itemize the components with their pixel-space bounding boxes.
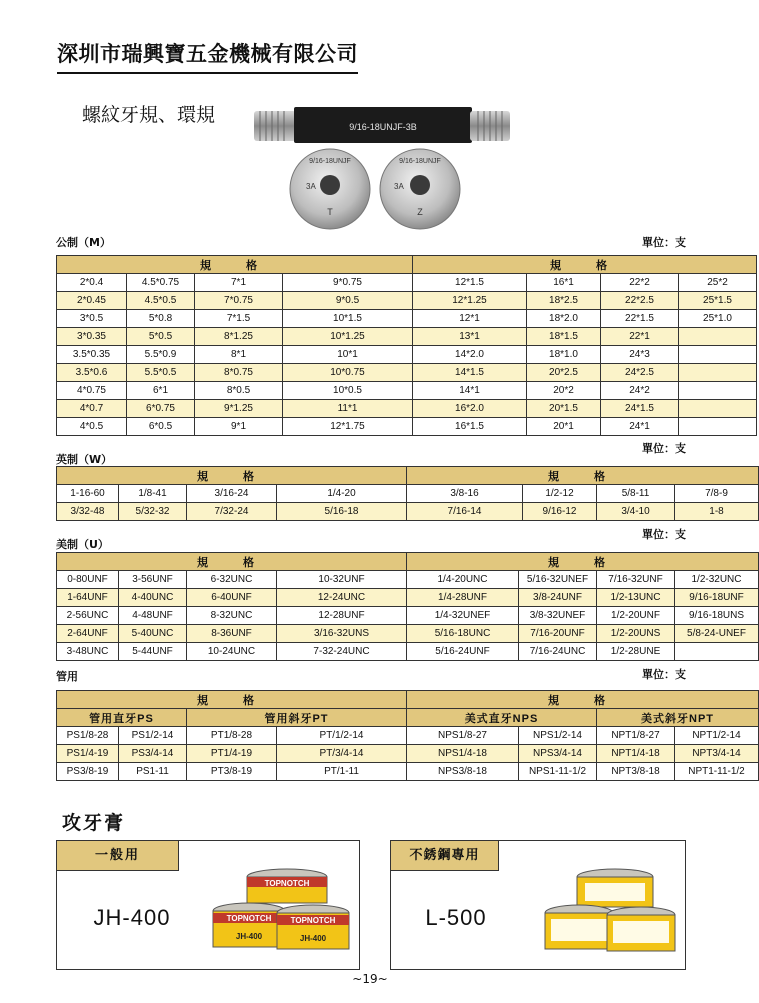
table-cell: PS1/4-19 [57,745,119,763]
table-cell [679,418,757,436]
table-cell: 7/16-32UNF [597,571,675,589]
general-use-tag: 一般用 [57,841,179,871]
table-cell: 22*2.5 [601,292,679,310]
table-row [57,763,759,781]
svg-text:TOPNOTCH: TOPNOTCH [264,879,310,888]
metric-label: 公制（M） [56,236,111,249]
table-row [57,485,759,503]
table-cell: 3.5*0.35 [57,346,127,364]
plug-engraving: 9/16-18UNJF-3B [349,122,417,132]
table-cell: 8*1 [195,346,283,364]
table-cell: 22*1 [601,328,679,346]
table-cell: 8*0.5 [195,382,283,400]
pipe-subheader-nps: 美式直牙NPS [407,709,597,727]
american-header-right: 規 格 [407,553,759,571]
svg-text:3A: 3A [306,182,316,191]
table-cell: 2*0.45 [57,292,127,310]
table-cell: NPS1/4-18 [407,745,519,763]
pipe-label: 管用 [56,670,78,683]
table-cell: 16*2.0 [413,400,527,418]
table-cell: PS1/8-28 [57,727,119,745]
table-cell: PT3/8-19 [187,763,277,781]
table-cell [679,346,757,364]
table-cell: PT1/4-19 [187,745,277,763]
table-cell: 22*2 [601,274,679,292]
table-row [57,571,759,589]
table-cell: 9*0.75 [283,274,413,292]
table-cell [679,328,757,346]
table-cell: 3-48UNC [57,643,119,661]
table-cell: 11*1 [283,400,413,418]
table-cell: 14*1.5 [413,364,527,382]
table-cell: 3/8-16 [407,485,523,503]
table-row [57,274,757,292]
table-row [57,364,757,382]
table-cell: 12*1.5 [413,274,527,292]
table-cell: 24*1.5 [601,400,679,418]
table-cell: NPS1/8-27 [407,727,519,745]
table-cell: 7/8-9 [675,485,759,503]
table-cell: PS3/8-19 [57,763,119,781]
table-cell: 5*0.8 [127,310,195,328]
general-use-model: JH-400 [93,905,171,930]
metric-table [56,255,757,436]
svg-text:TOPNOTCH: TOPNOTCH [290,916,336,925]
table-cell: 5/8-24-UNEF [675,625,759,643]
table-row [57,292,757,310]
table-cell [679,364,757,382]
table-cell: 3*0.5 [57,310,127,328]
table-cell: NPT1/8-27 [597,727,675,745]
stainless-use-box [390,840,686,970]
svg-text:9/16-18UNJF: 9/16-18UNJF [399,158,441,165]
imperial-table [56,466,759,521]
table-cell: 3*0.35 [57,328,127,346]
table-cell: 5-40UNC [119,625,187,643]
table-cell: 9*1.25 [195,400,283,418]
company-name: 深圳市瑞興寶五金機械有限公司 [57,38,358,74]
stainless-use-model: L-500 [425,905,487,930]
table-cell: 9*0.5 [283,292,413,310]
table-row [57,310,757,328]
table-cell: 5-44UNF [119,643,187,661]
table-cell: 7*1.5 [195,310,283,328]
table-cell: 1/4-20UNC [407,571,519,589]
table-cell: 3/32-48 [57,503,119,521]
table-row [57,503,759,521]
svg-text:9/16-18UNJF: 9/16-18UNJF [309,158,351,165]
table-cell: 24*2.5 [601,364,679,382]
table-cell: 12*1.75 [283,418,413,436]
table-cell: 4*0.5 [57,418,127,436]
imperial-header-left: 規 格 [57,467,407,485]
table-cell: 12-24UNC [277,589,407,607]
table-cell: 1/2-20UNS [597,625,675,643]
table-cell: 1/2-13UNC [597,589,675,607]
pipe-subheader-npt: 美式斜牙NPT [597,709,759,727]
table-row [57,643,759,661]
table-cell: PS3/4-14 [119,745,187,763]
table-cell: 14*2.0 [413,346,527,364]
table-cell: 10-24UNC [187,643,277,661]
table-cell: 5/16-18UNC [407,625,519,643]
table-cell: 3-56UNF [119,571,187,589]
table-row [57,418,757,436]
table-cell: 18*1.5 [527,328,601,346]
table-cell: 10*1.25 [283,328,413,346]
svg-text:T: T [327,207,333,217]
table-cell: 4*0.75 [57,382,127,400]
table-cell: 9*1 [195,418,283,436]
table-cell: 8-36UNF [187,625,277,643]
table-cell: 6*0.75 [127,400,195,418]
table-cell: 7*1 [195,274,283,292]
imperial-header-right: 規 格 [407,467,759,485]
american-unit: 單位：支 [642,528,686,541]
american-label: 美制（U） [56,538,109,551]
table-cell: 20*2 [527,382,601,400]
american-header-left: 規 格 [57,553,407,571]
table-cell: 16*1.5 [413,418,527,436]
pipe-unit: 單位：支 [642,668,686,681]
table-cell: 18*2.5 [527,292,601,310]
table-cell: 1/4-20 [277,485,407,503]
table-cell: NPS1/2-14 [519,727,597,745]
table-cell: 20*1.5 [527,400,601,418]
table-cell: NPT1/2-14 [675,727,759,745]
table-cell: 10-32UNF [277,571,407,589]
table-cell: 9/16-18UNF [675,589,759,607]
metric-header-left: 規 格 [57,256,413,274]
table-cell: 5/8-11 [597,485,675,503]
tapping-cans-l500-icon [541,865,681,965]
table-cell: 7-32-24UNC [277,643,407,661]
table-cell: 9/16-18UNS [675,607,759,625]
table-cell: 25*1.5 [679,292,757,310]
table-cell: 12*1.25 [413,292,527,310]
table-cell: 7*0.75 [195,292,283,310]
table-cell: 3/8-32UNEF [519,607,597,625]
table-cell: 5/16-24UNF [407,643,519,661]
table-cell: PT1/8-28 [187,727,277,745]
table-cell: 3/8-24UNF [519,589,597,607]
table-cell: 1-16-60 [57,485,119,503]
table-cell: 3/4-10 [597,503,675,521]
table-row [57,400,757,418]
table-cell: 14*1 [413,382,527,400]
table-cell [679,400,757,418]
table-row [57,346,757,364]
table-cell: 1/2-32UNC [675,571,759,589]
table-cell: 7/16-20UNF [519,625,597,643]
table-cell: 20*1 [527,418,601,436]
table-cell: 3.5*0.6 [57,364,127,382]
table-row [57,589,759,607]
table-cell: 18*1.0 [527,346,601,364]
tapping-title: 攻牙膏 [62,812,126,834]
table-cell: 24*1 [601,418,679,436]
table-cell: 5.5*0.9 [127,346,195,364]
table-cell: 12*1 [413,310,527,328]
svg-text:JH-400: JH-400 [235,932,263,941]
table-cell: NPT1/4-18 [597,745,675,763]
table-cell: 16*1 [527,274,601,292]
table-cell: 6*0.5 [127,418,195,436]
table-cell: 3/16-32UNS [277,625,407,643]
table-cell: 5/16-18 [277,503,407,521]
table-cell: 24*2 [601,382,679,400]
table-cell: 2*0.4 [57,274,127,292]
table-cell: 5/32-32 [119,503,187,521]
table-cell: 7/16-24UNC [519,643,597,661]
table-cell: NPT3/4-14 [675,745,759,763]
table-cell: 4.5*0.5 [127,292,195,310]
table-cell: 2-56UNC [57,607,119,625]
table-cell: 5*0.5 [127,328,195,346]
table-cell: 6-40UNF [187,589,277,607]
table-cell: 20*2.5 [527,364,601,382]
table-cell: NPS1-11-1/2 [519,763,597,781]
table-cell: 10*0.75 [283,364,413,382]
table-cell: NPS3/8-18 [407,763,519,781]
table-cell [679,382,757,400]
table-cell: 9/16-12 [523,503,597,521]
pipe-subheader-pt: 管用斜牙PT [187,709,407,727]
general-use-box [56,840,360,970]
table-cell: 8-32UNC [187,607,277,625]
table-cell: 25*1.0 [679,310,757,328]
table-cell: 2-64UNF [57,625,119,643]
table-cell: 25*2 [679,274,757,292]
table-row [57,607,759,625]
metric-unit: 單位：支 [642,236,686,249]
imperial-label: 英制（W） [56,453,113,466]
american-table [56,552,759,661]
table-cell: PT/1-11 [277,763,407,781]
table-cell: 1/4-32UNEF [407,607,519,625]
table-cell: NPT1-11-1/2 [675,763,759,781]
table-row [57,727,759,745]
table-row [57,625,759,643]
table-row [57,382,757,400]
table-cell: PS1/2-14 [119,727,187,745]
table-cell: 7/32-24 [187,503,277,521]
table-cell: 22*1.5 [601,310,679,328]
table-cell: NPS3/4-14 [519,745,597,763]
section-subtitle: 螺紋牙規、環規 [82,104,216,126]
pipe-table [56,690,759,781]
table-row [57,745,759,763]
table-cell: 24*3 [601,346,679,364]
svg-text:TOPNOTCH: TOPNOTCH [226,914,272,923]
page-number: ~19~ [352,972,388,986]
table-cell [675,643,759,661]
pipe-header-right: 規 格 [407,691,759,709]
table-cell: 13*1 [413,328,527,346]
table-cell: 1/4-28UNF [407,589,519,607]
table-cell: 12-28UNF [277,607,407,625]
svg-text:JH-400: JH-400 [299,934,327,943]
table-cell: 4*0.7 [57,400,127,418]
table-cell: 3/16-24 [187,485,277,503]
svg-text:Z: Z [417,207,423,217]
tapping-cans-jh400-icon [209,863,355,963]
table-row [57,328,757,346]
table-cell: 8*1.25 [195,328,283,346]
table-cell: 1/2-20UNF [597,607,675,625]
table-cell: 6*1 [127,382,195,400]
table-cell: 0-80UNF [57,571,119,589]
table-cell: 8*0.75 [195,364,283,382]
table-cell: PT/3/4-14 [277,745,407,763]
pipe-subheader-ps: 管用直牙PS [57,709,187,727]
table-cell: PT/1/2-14 [277,727,407,745]
table-cell: 10*0.5 [283,382,413,400]
table-cell: 10*1.5 [283,310,413,328]
stainless-use-tag: 不銹鋼專用 [391,841,499,871]
table-cell: 7/16-14 [407,503,523,521]
table-cell: 10*1 [283,346,413,364]
thread-gauge-image [248,103,516,231]
table-cell: 4-40UNC [119,589,187,607]
table-cell: 1-8 [675,503,759,521]
svg-text:3A: 3A [394,182,404,191]
table-cell: 5.5*0.5 [127,364,195,382]
table-cell: PS1-11 [119,763,187,781]
table-cell: 6-32UNC [187,571,277,589]
table-cell: 18*2.0 [527,310,601,328]
table-cell: NPT3/8-18 [597,763,675,781]
table-cell: 1/8-41 [119,485,187,503]
table-cell: 5/16-32UNEF [519,571,597,589]
table-cell: 1-64UNF [57,589,119,607]
pipe-header-left: 規 格 [57,691,407,709]
imperial-unit: 單位：支 [642,442,686,455]
table-cell: 4.5*0.75 [127,274,195,292]
table-cell: 1/2-12 [523,485,597,503]
metric-header-right: 規 格 [413,256,757,274]
table-cell: 1/2-28UNE [597,643,675,661]
table-cell: 4-48UNF [119,607,187,625]
